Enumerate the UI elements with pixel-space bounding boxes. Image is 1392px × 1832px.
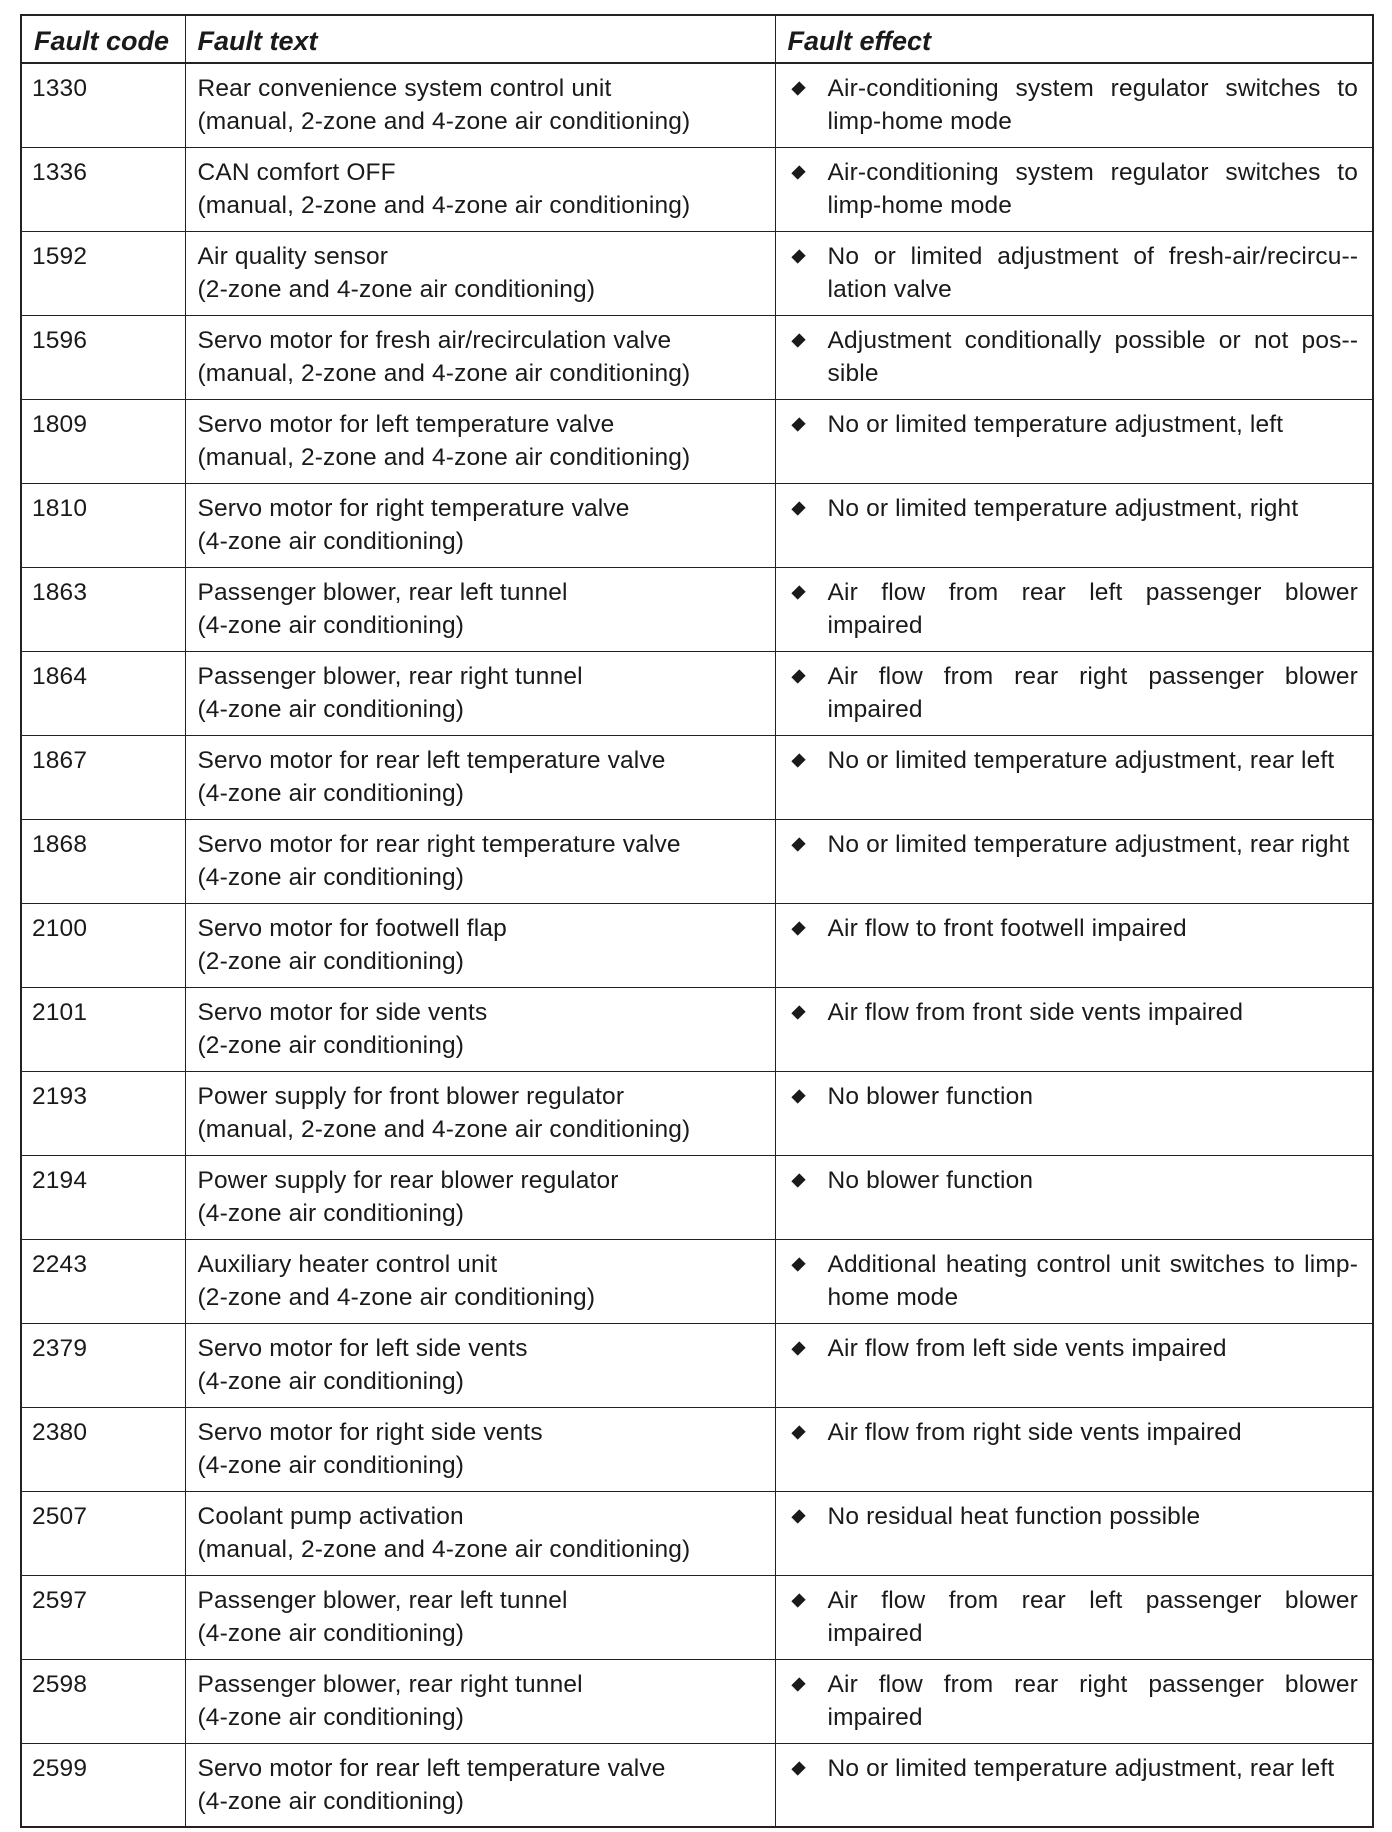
table-row — [21, 1239, 1373, 1323]
fault-text-line-2: (4-zone air conditioning) — [197, 1703, 465, 1731]
fault-text-line-2: (2-zone and 4-zone air conditioning) — [197, 275, 596, 303]
fault-effect-item — [790, 1416, 1359, 1449]
fault-effect-text: Air-conditioning system regulator switches to limp-home mode — [827, 75, 1358, 135]
fault-code-cell — [21, 147, 185, 231]
diamond-bullet-icon — [790, 240, 816, 273]
fault-effect-text: Adjustment conditionally possible or not pos-sible — [827, 326, 1358, 387]
fault-effect-text: Air flow from rear right passenger blower impaired — [827, 662, 1358, 723]
fault-effect-text: No or limited adjustment of fresh-air/recircu-lation valve — [827, 242, 1358, 303]
fault-text-line-2: (4-zone air conditioning) — [197, 1199, 465, 1227]
fault-code: 2599 — [32, 1754, 88, 1782]
fault-text-line-1: Servo motor for right side vents — [197, 1418, 543, 1446]
fault-effect-text: Air flow from rear left passenger blower impaired — [827, 1586, 1358, 1647]
table-row — [21, 1323, 1373, 1407]
fault-effect-text: No or limited temperature adjustment, left — [827, 410, 1284, 438]
diamond-bullet-icon — [790, 1500, 816, 1533]
fault-effect-text: No or limited temperature adjustment, rear left — [827, 1754, 1335, 1782]
fault-effect-text: No residual heat function possible — [827, 1502, 1201, 1530]
fault-code-cell — [21, 1491, 185, 1575]
table-row — [21, 1575, 1373, 1659]
fault-code: 2243 — [32, 1250, 88, 1278]
fault-text-line-2: (4-zone air conditioning) — [197, 695, 465, 723]
fault-effect-text: Air flow from right side vents impaired — [827, 1418, 1242, 1446]
header-fault-effect: Fault effect — [775, 15, 1373, 63]
fault-text-cell — [185, 735, 775, 819]
fault-effect-cell — [775, 147, 1373, 231]
fault-text-line-2: (manual, 2-zone and 4-zone air conditioning) — [197, 191, 691, 219]
fault-table-body — [21, 63, 1373, 1827]
fault-code-cell — [21, 819, 185, 903]
fault-effect-text: No or limited temperature adjustment, right — [827, 494, 1299, 522]
fault-text-line-1: Auxiliary heater control unit — [197, 1250, 498, 1278]
fault-effect-item — [790, 492, 1359, 525]
fault-code: 1330 — [32, 75, 88, 102]
fault-text-cell — [185, 1071, 775, 1155]
fault-code-cell — [21, 399, 185, 483]
fault-text-cell — [185, 63, 775, 147]
fault-effect-cell — [775, 903, 1373, 987]
fault-code: 2380 — [32, 1418, 88, 1446]
fault-text-line-2: (4-zone air conditioning) — [197, 779, 465, 807]
fault-text-cell — [185, 1491, 775, 1575]
fault-text-line-1: Servo motor for left temperature valve — [197, 410, 615, 438]
diamond-bullet-icon — [790, 1416, 816, 1449]
fault-effect-text: Additional heating control unit switches to limp-home mode — [827, 1250, 1358, 1311]
fault-text-line-1: Power supply for front blower regulator — [197, 1082, 625, 1110]
fault-effect-text: Air flow from left side vents impaired — [827, 1334, 1227, 1362]
fault-text-line-2: (2-zone air conditioning) — [197, 947, 465, 975]
fault-effect-item — [790, 744, 1359, 777]
fault-effect-item — [790, 156, 1359, 222]
fault-text-line-1: Servo motor for rear left temperature valve — [197, 746, 666, 774]
fault-text-cell — [185, 819, 775, 903]
fault-code: 2507 — [32, 1502, 88, 1530]
fault-text-line-1: Servo motor for fresh air/recirculation valve — [197, 326, 672, 354]
table-row — [21, 483, 1373, 567]
table-row — [21, 63, 1373, 147]
fault-effect-cell — [775, 819, 1373, 903]
fault-effect-item — [790, 660, 1359, 726]
diamond-bullet-icon — [790, 576, 816, 609]
fault-text-line-2: (manual, 2-zone and 4-zone air conditioning) — [197, 359, 691, 387]
fault-effect-item — [790, 1752, 1359, 1785]
fault-code: 1596 — [32, 326, 88, 354]
diamond-bullet-icon — [790, 744, 816, 777]
table-row — [21, 903, 1373, 987]
table-row — [21, 1155, 1373, 1239]
table-row — [21, 315, 1373, 399]
fault-text-cell — [185, 1155, 775, 1239]
fault-effect-item — [790, 828, 1359, 861]
fault-effect-cell — [775, 1239, 1373, 1323]
fault-code: 2598 — [32, 1670, 88, 1698]
fault-text-line-1: Servo motor for side vents — [197, 998, 488, 1026]
fault-effect-cell — [775, 1323, 1373, 1407]
diamond-bullet-icon — [790, 1752, 816, 1785]
fault-code-cell — [21, 1575, 185, 1659]
diamond-bullet-icon — [790, 1080, 816, 1113]
fault-code-cell — [21, 987, 185, 1071]
fault-effect-cell — [775, 399, 1373, 483]
fault-text-line-1: Passenger blower, rear left tunnel — [197, 1586, 568, 1614]
fault-text-line-2: (manual, 2-zone and 4-zone air conditioning) — [197, 1115, 691, 1143]
fault-text-cell — [185, 399, 775, 483]
fault-code-cell — [21, 651, 185, 735]
table-row — [21, 567, 1373, 651]
fault-text-line-2: (manual, 2-zone and 4-zone air conditioning) — [197, 108, 691, 135]
fault-code: 1336 — [32, 158, 88, 186]
fault-effect-item — [790, 408, 1359, 441]
fault-effect-text: Air flow to front footwell impaired — [827, 914, 1187, 942]
diamond-bullet-icon — [790, 828, 816, 861]
fault-effect-item — [790, 1332, 1359, 1365]
table-row — [21, 819, 1373, 903]
fault-effect-text: Air-conditioning system regulator switches to limp-home mode — [827, 158, 1358, 219]
fault-text-line-2: (4-zone air conditioning) — [197, 1787, 465, 1815]
fault-effect-cell — [775, 1071, 1373, 1155]
fault-effect-item — [790, 324, 1359, 390]
fault-text-line-1: Air quality sensor — [197, 242, 389, 270]
fault-text-line-2: (4-zone air conditioning) — [197, 863, 465, 891]
fault-effect-item — [790, 912, 1359, 945]
table-row — [21, 735, 1373, 819]
fault-text-line-1: Power supply for rear blower regulator — [197, 1166, 619, 1194]
fault-text-line-1: Coolant pump activation — [197, 1502, 464, 1530]
header-fault-text: Fault text — [185, 15, 775, 63]
fault-code-cell — [21, 1743, 185, 1827]
fault-effect-item — [790, 1500, 1359, 1533]
diamond-bullet-icon — [790, 324, 816, 357]
diamond-bullet-icon — [790, 1332, 816, 1365]
fault-code: 2101 — [32, 998, 88, 1026]
fault-effect-cell — [775, 1407, 1373, 1491]
fault-effect-cell — [775, 1491, 1373, 1575]
fault-text-line-1: Rear convenience system control unit — [197, 75, 612, 102]
diamond-bullet-icon — [790, 1584, 816, 1617]
fault-code: 1863 — [32, 578, 88, 606]
fault-text-cell — [185, 231, 775, 315]
diamond-bullet-icon — [790, 1668, 816, 1701]
fault-effect-item — [790, 72, 1359, 138]
fault-text-cell — [185, 567, 775, 651]
fault-code-cell — [21, 231, 185, 315]
table-row — [21, 399, 1373, 483]
fault-code: 2100 — [32, 914, 88, 942]
fault-code-cell — [21, 1155, 185, 1239]
fault-code-cell — [21, 483, 185, 567]
fault-text-line-1: Passenger blower, rear right tunnel — [197, 1670, 583, 1698]
fault-effect-item — [790, 576, 1359, 642]
diamond-bullet-icon — [790, 72, 816, 105]
fault-text-line-2: (4-zone air conditioning) — [197, 611, 465, 639]
diamond-bullet-icon — [790, 492, 816, 525]
fault-text-cell — [185, 987, 775, 1071]
fault-code: 1868 — [32, 830, 88, 858]
fault-code-cell — [21, 1071, 185, 1155]
table-row — [21, 1743, 1373, 1827]
fault-effect-cell — [775, 987, 1373, 1071]
fault-text-cell — [185, 1407, 775, 1491]
fault-text-cell — [185, 1659, 775, 1743]
diamond-bullet-icon — [790, 996, 816, 1029]
fault-effect-text: Air flow from rear right passenger blower impaired — [827, 1670, 1358, 1731]
fault-table-header — [21, 15, 1373, 63]
fault-code: 2597 — [32, 1586, 88, 1614]
table-row — [21, 987, 1373, 1071]
fault-code-cell — [21, 1239, 185, 1323]
fault-text-cell — [185, 1575, 775, 1659]
fault-table — [20, 14, 1374, 1828]
fault-code-cell — [21, 1323, 185, 1407]
fault-text-line-1: Servo motor for rear right temperature valve — [197, 830, 681, 858]
fault-code-cell — [21, 1407, 185, 1491]
table-row — [21, 1491, 1373, 1575]
fault-code-cell — [21, 1659, 185, 1743]
fault-effect-cell — [775, 1743, 1373, 1827]
fault-text-line-1: Servo motor for footwell flap — [197, 914, 507, 942]
fault-text-line-1: Servo motor for right temperature valve — [197, 494, 630, 522]
header-fault-code: Fault code — [21, 15, 185, 63]
fault-effect-cell — [775, 567, 1373, 651]
fault-effect-cell — [775, 231, 1373, 315]
fault-effect-item — [790, 1164, 1359, 1197]
table-row — [21, 231, 1373, 315]
fault-code-cell — [21, 735, 185, 819]
fault-effect-item — [790, 996, 1359, 1029]
fault-text-cell — [185, 1743, 775, 1827]
fault-text-cell — [185, 1239, 775, 1323]
fault-text-line-2: (4-zone air conditioning) — [197, 1367, 465, 1395]
fault-text-cell — [185, 315, 775, 399]
fault-effect-cell — [775, 483, 1373, 567]
diamond-bullet-icon — [790, 1164, 816, 1197]
fault-effect-cell — [775, 1155, 1373, 1239]
fault-code: 1592 — [32, 242, 88, 270]
fault-effect-text: No or limited temperature adjustment, rear left — [827, 746, 1335, 774]
fault-code: 2379 — [32, 1334, 88, 1362]
table-row — [21, 1407, 1373, 1491]
fault-text-line-2: (4-zone air conditioning) — [197, 1619, 465, 1647]
diamond-bullet-icon — [790, 156, 816, 189]
diamond-bullet-icon — [790, 408, 816, 441]
fault-text-line-1: Servo motor for rear left temperature valve — [197, 1754, 666, 1782]
fault-effect-cell — [775, 1659, 1373, 1743]
fault-effect-item — [790, 1080, 1359, 1113]
fault-text-line-1: Passenger blower, rear right tunnel — [197, 662, 583, 690]
fault-text-cell — [185, 651, 775, 735]
fault-effect-text: Air flow from front side vents impaired — [827, 998, 1244, 1026]
fault-effect-cell — [775, 735, 1373, 819]
fault-effect-text: No or limited temperature adjustment, rear right — [827, 830, 1350, 858]
fault-text-line-1: Servo motor for left side vents — [197, 1334, 528, 1362]
fault-effect-cell — [775, 651, 1373, 735]
fault-code: 2194 — [32, 1166, 88, 1194]
fault-text-line-2: (4-zone air conditioning) — [197, 1451, 465, 1479]
header-row — [21, 15, 1373, 63]
fault-effect-text: No blower function — [827, 1082, 1034, 1110]
fault-text-cell — [185, 147, 775, 231]
fault-code: 1867 — [32, 746, 88, 774]
fault-text-line-1: Passenger blower, rear left tunnel — [197, 578, 568, 606]
diamond-bullet-icon — [790, 660, 816, 693]
fault-code-cell — [21, 903, 185, 987]
fault-effect-item — [790, 1248, 1359, 1314]
fault-code: 2193 — [32, 1082, 88, 1110]
fault-effect-cell — [775, 1575, 1373, 1659]
fault-text-line-1: CAN comfort OFF — [197, 158, 396, 186]
fault-text-line-2: (2-zone air conditioning) — [197, 1031, 465, 1059]
fault-code: 1810 — [32, 494, 88, 522]
fault-code-cell — [21, 315, 185, 399]
fault-effect-item — [790, 1668, 1359, 1734]
fault-effect-cell — [775, 315, 1373, 399]
fault-effect-item — [790, 240, 1359, 306]
table-row — [21, 1659, 1373, 1743]
fault-effect-text: No blower function — [827, 1166, 1034, 1194]
table-row — [21, 147, 1373, 231]
fault-effect-cell — [775, 63, 1373, 147]
fault-text-line-2: (manual, 2-zone and 4-zone air conditioning) — [197, 443, 691, 471]
diamond-bullet-icon — [790, 1248, 816, 1281]
fault-text-line-2: (2-zone and 4-zone air conditioning) — [197, 1283, 596, 1311]
table-row — [21, 1071, 1373, 1155]
table-row — [21, 651, 1373, 735]
fault-code-cell — [21, 567, 185, 651]
fault-code: 1864 — [32, 662, 88, 690]
fault-code: 1809 — [32, 410, 88, 438]
fault-effect-text: Air flow from rear left passenger blower impaired — [827, 578, 1358, 639]
fault-effect-item — [790, 1584, 1359, 1650]
fault-text-cell — [185, 1323, 775, 1407]
diamond-bullet-icon — [790, 912, 816, 945]
fault-text-line-2: (manual, 2-zone and 4-zone air conditioning) — [197, 1535, 691, 1563]
fault-text-cell — [185, 483, 775, 567]
fault-text-cell — [185, 903, 775, 987]
fault-text-line-2: (4-zone air conditioning) — [197, 527, 465, 555]
fault-code-cell — [21, 63, 185, 147]
fault-table-sheet — [20, 14, 1372, 1828]
